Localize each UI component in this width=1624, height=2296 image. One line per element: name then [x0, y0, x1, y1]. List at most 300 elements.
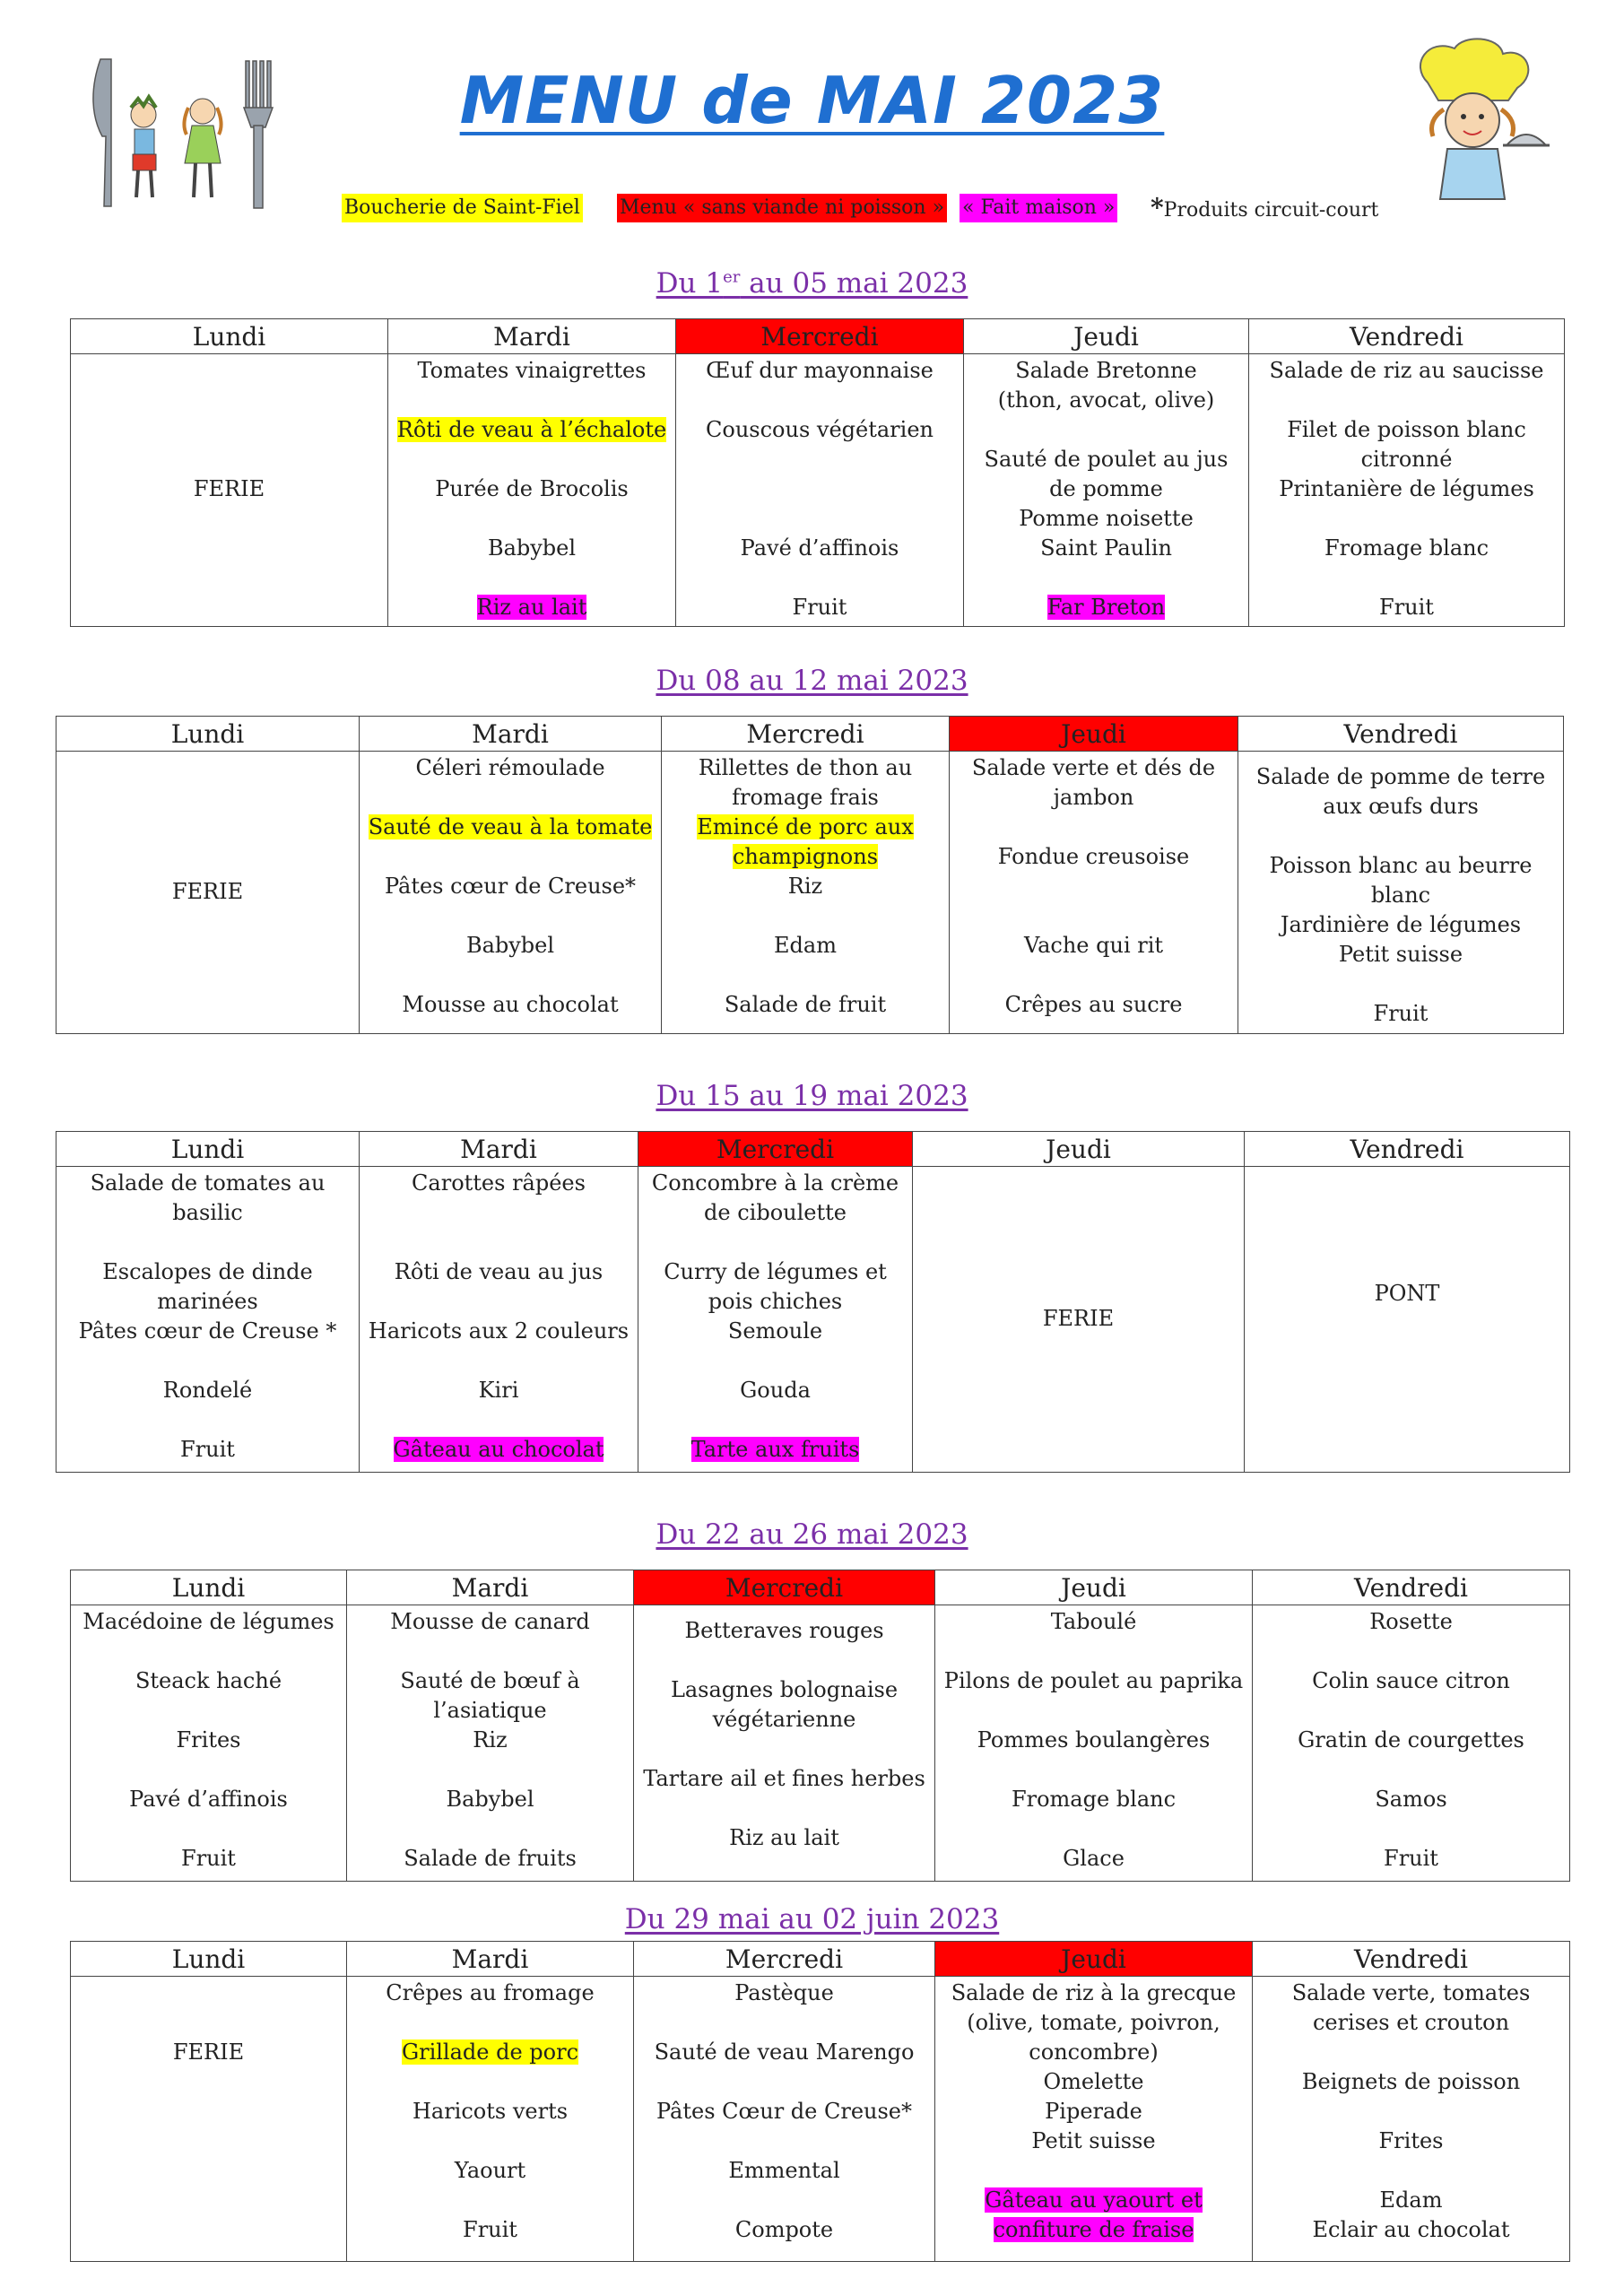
menu-item-text: Tomates vinaigrettes: [417, 358, 647, 383]
week-title: [0, 267, 1624, 300]
menu-item: [1258, 1979, 1564, 2008]
menu-item: [639, 1823, 929, 1853]
menu-item: [1258, 2186, 1564, 2215]
menu-item-text: Riz au lait: [476, 595, 587, 620]
menu-spacer: [76, 2008, 341, 2038]
menu-item-text: Samos: [1375, 1787, 1447, 1812]
menu-item-text: végétarienne: [712, 1707, 856, 1732]
menu-item-text: Babybel: [487, 535, 577, 561]
menu-item: [1244, 910, 1558, 940]
menu-item-text: FERIE: [171, 878, 244, 904]
menu-item: [639, 1979, 929, 2008]
menu-item-text: Haricots verts: [412, 2099, 569, 2124]
menu-item: [955, 990, 1232, 1020]
menu-spacer: [639, 1646, 929, 1675]
menu-item-text: Crêpes au fromage: [386, 1980, 595, 2005]
menu-item: [639, 1675, 929, 1705]
day-header-row: [71, 1570, 1570, 1605]
menu-spacer: [941, 2156, 1246, 2186]
menu-item-text: Tarte aux fruits: [690, 1437, 860, 1462]
menu-spacer: [969, 563, 1243, 593]
menu-spacer: [62, 1346, 353, 1376]
menu-item-text: Steack haché: [135, 1668, 282, 1693]
menu-spacer: [667, 901, 943, 931]
menu-item-text: Salade de fruits: [404, 1846, 577, 1871]
menu-item: [62, 1317, 353, 1346]
menu-item-text: Gâteau au chocolat: [393, 1437, 604, 1462]
menu-table: [70, 318, 1565, 627]
menu-item: [1244, 762, 1558, 792]
menu-item: [352, 1844, 628, 1874]
menu-spacer: [1258, 1755, 1564, 1785]
legend-vegetarian: Menu « sans viande ni poisson »: [617, 194, 947, 222]
menu-item: [639, 2156, 929, 2186]
menu-item-text: Fruit: [792, 595, 847, 620]
menu-item: [644, 1435, 907, 1465]
menu-item-text: (olive, tomate, poivron,: [967, 2010, 1220, 2035]
menu-item-text: Sauté de veau à la tomate: [368, 814, 653, 839]
menu-item: [352, 1696, 628, 1726]
menu-item: [941, 1844, 1246, 1874]
menu-cell-jeudi: [950, 752, 1238, 1034]
menu-spacer: [1244, 822, 1558, 851]
menu-item: [76, 1785, 341, 1814]
cutlery-kids-illustration: [88, 54, 276, 215]
menu-cell-mercredi: [634, 1605, 935, 1882]
menu-item-text: Saint Paulin: [1040, 535, 1172, 561]
menu-item: [394, 356, 670, 386]
day-header-mercredi: Mercredi: [638, 1132, 913, 1167]
menu-item: [1255, 445, 1559, 474]
menu-spacer: [62, 1228, 353, 1257]
menu-item: [969, 386, 1243, 415]
menu-item-text: de ciboulette: [704, 1200, 847, 1225]
day-header-lundi: Lundi: [71, 319, 388, 354]
day-header-jeudi: Jeudi: [935, 1570, 1253, 1605]
menu-item-text: Pilons de poulet au paprika: [943, 1668, 1244, 1693]
menu-spacer: [1255, 386, 1559, 415]
day-header-mercredi: Mercredi: [634, 1570, 935, 1605]
menu-item-text: Riz: [473, 1727, 508, 1752]
menu-item-text: Fromage blanc: [1324, 535, 1489, 561]
menu-item-text: Vache qui rit: [1023, 933, 1164, 958]
menu-cell-lundi: [71, 1977, 347, 2262]
menu-spacer: [1258, 1814, 1564, 1844]
menu-spacer: [365, 1405, 632, 1435]
menu-item: [1255, 534, 1559, 563]
menu-item-text: aux œufs durs: [1323, 794, 1479, 819]
menu-item-text: blanc: [1370, 883, 1431, 908]
menu-item-text: PONT: [1374, 1280, 1440, 1306]
menu-item: [62, 1435, 353, 1465]
menu-item: [352, 1666, 628, 1696]
menu-item: [76, 1607, 341, 1637]
menu-spacer: [1258, 2097, 1564, 2126]
legend-homemade: « Fait maison »: [960, 194, 1117, 222]
menu-item: [667, 872, 943, 901]
menu-item: [365, 753, 656, 783]
menu-item-text: Piperade: [1045, 2099, 1142, 2124]
menu-item-text: Petit suisse: [1031, 2128, 1156, 2153]
menu-item: [365, 1257, 632, 1287]
menu-item: [1255, 356, 1559, 386]
day-header-vendredi: Vendredi: [1245, 1132, 1570, 1167]
week-title-superscript: er: [723, 267, 741, 287]
menu-item: [62, 1287, 353, 1317]
menu-cell-jeudi: [935, 1605, 1253, 1882]
day-header-lundi: Lundi: [71, 1942, 347, 1977]
menu-item: [1258, 1785, 1564, 1814]
menu-item-text: Babybel: [446, 1787, 534, 1812]
menu-spacer: [639, 1794, 929, 1823]
legend-local-text: Produits circuit-court: [1163, 199, 1379, 222]
menu-item: [644, 1317, 907, 1346]
menu-item: [352, 2038, 628, 2067]
menu-item-text: Gâteau au yaourt et: [985, 2187, 1203, 2213]
menu-item: [352, 2097, 628, 2126]
week-title: [0, 1903, 1624, 1935]
menu-item-text: Fruit: [181, 1846, 236, 1871]
legend-local: [1148, 194, 1381, 225]
menu-row: [56, 1167, 1570, 1473]
menu-item-text: Grillade de porc: [401, 2039, 579, 2065]
menu-item-text: Purée de Brocolis: [435, 476, 629, 501]
menu-item-text: Edam: [774, 933, 837, 958]
menu-cell-jeudi: [935, 1977, 1253, 2262]
menu-spacer: [352, 2008, 628, 2038]
menu-item: [365, 1169, 632, 1198]
menu-item-text: Rondelé: [162, 1378, 253, 1403]
menu-item: [955, 753, 1232, 783]
menu-item: [1258, 1844, 1564, 1874]
menu-item: [667, 753, 943, 783]
menu-spacer: [955, 901, 1232, 931]
chef-illustration: [1392, 38, 1553, 208]
menu-item-text: Céleri rémoulade: [415, 755, 605, 780]
menu-item: [667, 990, 943, 1020]
menu-cell-mercredi: [638, 1167, 913, 1473]
menu-item: [1258, 1607, 1564, 1637]
menu-spacer: [639, 2008, 929, 2038]
day-header-vendredi: Vendredi: [1253, 1942, 1570, 1977]
menu-spacer: [644, 1346, 907, 1376]
menu-item-text: Compote: [734, 2217, 834, 2242]
menu-cell-mardi: [360, 1167, 638, 1473]
menu-item-text: jambon: [1053, 785, 1134, 810]
day-header-vendredi: Vendredi: [1249, 319, 1565, 354]
menu-spacer: [955, 961, 1232, 990]
menu-item-text: Lasagnes bolognaise: [670, 1677, 899, 1702]
menu-item-text: Salade de fruit: [724, 992, 887, 1017]
day-header-row: [56, 1132, 1570, 1167]
menu-item: [941, 1666, 1246, 1696]
menu-item-text: Gouda: [740, 1378, 811, 1403]
menu-spacer: [76, 1637, 341, 1666]
menu-item: [955, 783, 1232, 813]
menu-item-text: Pâtes cœur de Creuse *: [78, 1318, 337, 1344]
day-header-mardi: Mardi: [388, 319, 676, 354]
week-title: [0, 1518, 1624, 1551]
menu-item: [1255, 593, 1559, 622]
menu-item: [62, 1376, 353, 1405]
week-title-text: Du 22 au 26 mai 2023: [656, 1518, 968, 1551]
menu-item: [941, 1607, 1246, 1637]
menu-spacer: [682, 386, 958, 415]
menu-item-text: Fruit: [180, 1437, 235, 1462]
menu-item-text: Kiri: [478, 1378, 519, 1403]
menu-cell-mardi: [347, 1977, 634, 2262]
menu-item-text: Pomme noisette: [1019, 506, 1194, 531]
day-header-mercredi: Mercredi: [662, 717, 950, 752]
menu-spacer: [682, 445, 958, 474]
menu-item: [941, 2186, 1246, 2215]
menu-item-text: pois chiches: [708, 1289, 843, 1314]
menu-item: [365, 1435, 632, 1465]
menu-item: [969, 445, 1243, 474]
menu-item: [1244, 940, 1558, 970]
menu-item: [394, 474, 670, 504]
menu-item-text: Tartare ail et fines herbes: [643, 1766, 925, 1791]
menu-item-text: Pommes boulangères: [977, 1727, 1211, 1752]
day-header-row: [71, 1942, 1570, 1977]
menu-item: [365, 990, 656, 1020]
legend-star: *: [1151, 193, 1164, 222]
menu-item: [955, 842, 1232, 872]
menu-item: [352, 1785, 628, 1814]
menu-item: [365, 872, 656, 901]
menu-item-text: Salade Bretonne: [1015, 358, 1197, 383]
day-header-lundi: Lundi: [56, 1132, 360, 1167]
menu-table: [56, 1131, 1570, 1473]
menu-item: [352, 1607, 628, 1637]
menu-item: [639, 1616, 929, 1646]
menu-cell-mercredi: [662, 752, 950, 1034]
menu-item-text: Salade de riz au saucisse: [1269, 358, 1544, 383]
menu-item: [682, 593, 958, 622]
menu-item: [644, 1169, 907, 1198]
menu-item: [352, 2156, 628, 2186]
day-header-vendredi: Vendredi: [1238, 717, 1564, 752]
menu-item: [76, 1844, 341, 1874]
week-title: [0, 665, 1624, 697]
menu-item-text: Jardinière de légumes: [1280, 912, 1522, 937]
legend: [0, 194, 1624, 226]
menu-item: [644, 1376, 907, 1405]
menu-spacer: [76, 1814, 341, 1844]
menu-item-text: Sauté de bœuf à: [400, 1668, 580, 1693]
menu-item-text: Fruit: [1384, 1846, 1438, 1871]
menu-item-text: Fondue creusoise: [997, 844, 1190, 869]
menu-spacer: [955, 872, 1232, 901]
menu-item-text: Emincé de porc aux: [697, 814, 914, 839]
day-header-mercredi: Mercredi: [634, 1942, 935, 1977]
menu-spacer: [62, 1405, 353, 1435]
menu-item: [1244, 881, 1558, 910]
menu-item: [352, 1726, 628, 1755]
menu-spacer: [644, 1228, 907, 1257]
day-header-mercredi: Mercredi: [676, 319, 964, 354]
menu-item-text: FERIE: [193, 476, 265, 501]
menu-item-text: basilic: [172, 1200, 243, 1225]
menu-item: [1244, 851, 1558, 881]
menu-item: [62, 1169, 353, 1198]
menu-spacer: [76, 1696, 341, 1726]
menu-item: [1244, 792, 1558, 822]
menu-item: [1255, 415, 1559, 445]
menu-spacer: [394, 445, 670, 474]
menu-spacer: [365, 1198, 632, 1228]
menu-spacer: [352, 2126, 628, 2156]
menu-item-text: Yaourt: [454, 2158, 526, 2183]
menu-spacer: [1244, 970, 1558, 999]
menu-item-text: Œuf dur mayonnaise: [706, 358, 934, 383]
menu-item: [1258, 2067, 1564, 2097]
menu-item: [639, 2038, 929, 2067]
menu-item: [1250, 1279, 1564, 1309]
menu-spacer: [365, 1346, 632, 1376]
menu-cell-vendredi: [1253, 1605, 1570, 1882]
menu-item-text: Pavé d’affinois: [740, 535, 899, 561]
week-title-text: Du 1: [656, 267, 724, 300]
week-title-text: Du 08 au 12 mai 2023: [656, 665, 968, 697]
menu-item: [941, 2097, 1246, 2126]
menu-item-text: citronné: [1360, 447, 1453, 472]
menu-item: [76, 1666, 341, 1696]
menu-spacer: [1258, 1696, 1564, 1726]
menu-item-text: Mousse au chocolat: [402, 992, 619, 1017]
menu-item-text: Mousse de canard: [390, 1609, 590, 1634]
menu-spacer: [365, 1287, 632, 1317]
menu-item-text: Sauté de poulet au jus: [984, 447, 1229, 472]
menu-spacer: [1255, 504, 1559, 534]
menu-item: [365, 1317, 632, 1346]
menu-spacer: [365, 783, 656, 813]
menu-spacer: [644, 1405, 907, 1435]
menu-item: [1258, 1666, 1564, 1696]
day-header-lundi: Lundi: [71, 1570, 347, 1605]
menu-item-text: Taboulé: [1050, 1609, 1137, 1634]
menu-item-text: cerises et crouton: [1312, 2010, 1510, 2035]
menu-cell-vendredi: [1249, 354, 1565, 627]
menu-item: [394, 593, 670, 622]
menu-row: [71, 354, 1565, 627]
day-header-lundi: Lundi: [56, 717, 360, 752]
menu-item: [667, 842, 943, 872]
menu-item: [941, 2038, 1246, 2067]
menu-item: [1258, 2008, 1564, 2038]
menu-item: [941, 2067, 1246, 2097]
menu-item-text: Eclair au chocolat: [1312, 2217, 1510, 2242]
menu-spacer: [352, 2067, 628, 2097]
menu-item: [639, 1705, 929, 1735]
menu-item: [644, 1257, 907, 1287]
menu-item: [969, 356, 1243, 386]
menu-spacer: [941, 1814, 1246, 1844]
legend-butcher: Boucherie de Saint-Fiel: [342, 194, 583, 222]
menu-spacer: [365, 842, 656, 872]
menu-item-text: Pâtes cœur de Creuse*: [384, 874, 637, 899]
day-header-jeudi: Jeudi: [964, 319, 1249, 354]
menu-item-text: Babybel: [465, 933, 555, 958]
menu-item-text: Rôti de veau à l’échalote: [396, 417, 667, 442]
menu-item: [365, 1376, 632, 1405]
menu-item: [365, 813, 656, 842]
menu-item: [644, 1198, 907, 1228]
menu-item: [969, 504, 1243, 534]
menu-spacer: [682, 504, 958, 534]
menu-cell-mercredi: [634, 1977, 935, 2262]
menu-spacer: [1258, 2038, 1564, 2067]
menu-spacer: [941, 1696, 1246, 1726]
menu-item-text: Printanière de légumes: [1279, 476, 1534, 501]
menu-item: [76, 1726, 341, 1755]
menu-spacer: [667, 961, 943, 990]
menu-item-text: Escalopes de dinde: [102, 1259, 313, 1284]
menu-item-text: Omelette: [1043, 2069, 1144, 2094]
day-header-mardi: Mardi: [360, 1132, 638, 1167]
menu-item-text: Fromage blanc: [1011, 1787, 1177, 1812]
menu-item: [639, 1764, 929, 1794]
menu-item: [365, 931, 656, 961]
menu-spacer: [941, 1755, 1246, 1785]
menu-item: [682, 534, 958, 563]
week-title-text: Du 29 mai au 02 juin 2023: [624, 1903, 1000, 1935]
menu-item-text: Salade de pomme de terre: [1255, 764, 1546, 789]
menu-item-text: Crêpes au sucre: [1004, 992, 1183, 1017]
menu-spacer: [76, 1755, 341, 1785]
menu-item: [667, 783, 943, 813]
menu-item-text: l’asiatique: [433, 1698, 547, 1723]
menu-item-text: Concombre à la crème: [651, 1170, 899, 1196]
menu-item: [394, 415, 670, 445]
menu-item-text: de pomme: [1049, 476, 1163, 501]
day-header-mardi: Mardi: [360, 717, 662, 752]
menu-item: [62, 877, 353, 907]
menu-spacer: [365, 901, 656, 931]
menu-spacer: [394, 386, 670, 415]
menu-item: [394, 534, 670, 563]
menu-cell-lundi: [56, 752, 360, 1034]
menu-spacer: [394, 563, 670, 593]
menu-item-text: Pastèque: [734, 1980, 834, 2005]
menu-spacer: [394, 504, 670, 534]
menu-spacer: [969, 415, 1243, 445]
menu-spacer: [639, 2186, 929, 2215]
menu-item: [941, 1785, 1246, 1814]
menu-item-text: marinées: [157, 1289, 258, 1314]
menu-item-text: champignons: [732, 844, 879, 869]
menu-spacer: [352, 1637, 628, 1666]
menu-spacer: [682, 474, 958, 504]
menu-item-text: Fruit: [463, 2217, 517, 2242]
menu-item: [955, 931, 1232, 961]
menu-item-text: Far Breton: [1046, 595, 1166, 620]
menu-item-text: Curry de légumes et: [664, 1259, 887, 1284]
menu-item: [918, 1304, 1238, 1334]
menu-item: [1258, 1726, 1564, 1755]
menu-item: [1258, 2126, 1564, 2156]
menu-item-text: Salade de tomates au: [90, 1170, 326, 1196]
menu-spacer: [352, 2186, 628, 2215]
menu-spacer: [365, 961, 656, 990]
menu-spacer: [639, 2126, 929, 2156]
menu-item-text: Salade de riz à la grecque: [951, 1980, 1237, 2005]
menu-item-text: concombre): [1029, 2039, 1159, 2065]
menu-item-text: Petit suisse: [1338, 942, 1463, 967]
menu-item: [76, 2038, 341, 2067]
day-header-vendredi: Vendredi: [1253, 1570, 1570, 1605]
menu-cell-lundi: [71, 354, 388, 627]
